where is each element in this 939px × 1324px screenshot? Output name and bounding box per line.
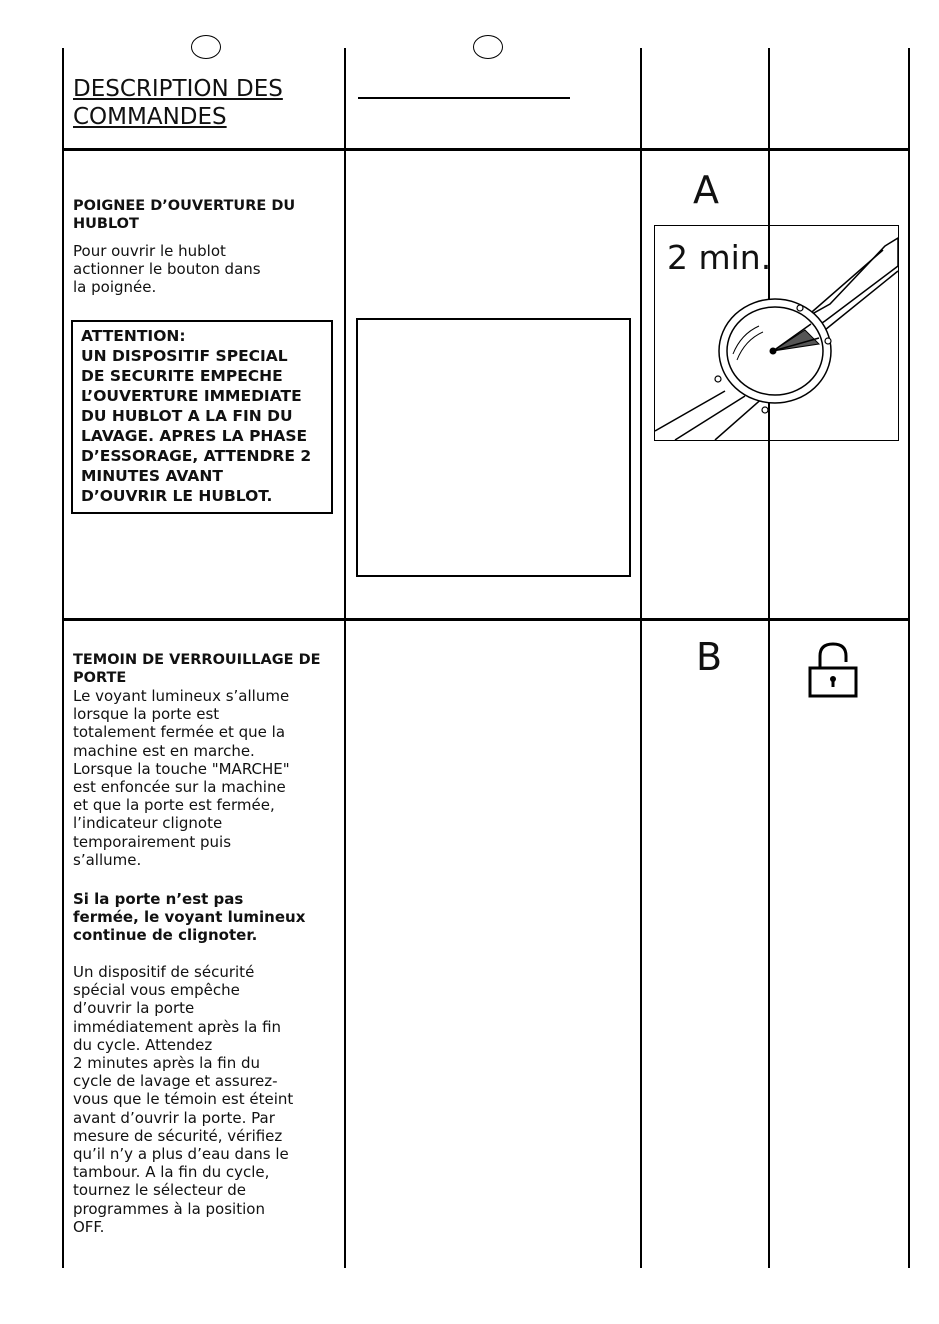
translation-title-rule [358,97,570,99]
padlock-icon [806,640,862,702]
watch-label: 2 min. [667,238,772,277]
row-divider-2 [62,618,910,621]
section-b-title-line1: TEMOIN DE VERROUILLAGE DE [73,652,321,668]
section-a-title [73,197,295,233]
section-a-title-line2: HUBLOT [73,216,139,232]
column-divider-1 [62,48,64,1268]
column-divider-3 [640,48,642,1268]
section-b-letter: B [696,635,723,679]
section-b-title [73,651,321,687]
page-title [73,75,283,131]
section-b-paragraph-2: Si la porte n’est pas fermée, le voyant lumineux continue de clignoter. [73,890,306,945]
column-divider-5 [908,48,910,1268]
section-a-body: Pour ouvrir le hublot actionner le bouton dans la poignée. [73,242,261,297]
section-b-title-line2: PORTE [73,670,127,686]
row-divider-1 [62,148,910,151]
attention-box: ATTENTION: UN DISPOSITIF SPECIAL DE SECURITE EMPECHE L’OUVERTURE IMMEDIATE DU HUBLOT A LA FIN DU LAVAGE. APRES LA PHASE D’ESSORAGE, ATTENDRE 2 MINUTES AVANT D’OUVRIR LE HUBLOT. [71,320,333,514]
watch-icon [655,226,898,440]
section-a-letter: A [693,168,719,212]
page-title-line1: DESCRIPTION DES [73,76,283,102]
translation-box [356,318,631,577]
language-circle-2 [473,35,503,59]
language-circle-1 [191,35,221,59]
watch-illustration [654,225,899,441]
section-b-paragraph-1: Le voyant lumineux s’allume lorsque la porte est totalement fermée et que la machine est en marche. Lorsque la touche "MARCHE" est enfoncée sur la machine et que la porte est fermée, l’indicateur clignote temporairement puis s’allume. [73,687,290,869]
section-b-paragraph-3: Un dispositif de sécurité spécial vous empêche d’ouvrir la porte immédiatement après la fin du cycle. Attendez 2 minutes après la fin du cycle de lavage et assurez- vous que le témoin est éteint avant d’ouvrir la porte. Par mesure de sécurité, vérifiez qu’il n’y a plus d’eau dans le tambour. A la fin du cycle, tournez le sélecteur de programmes à la position OFF. [73,963,294,1236]
page-title-line2: COMMANDES [73,104,227,130]
column-divider-2 [344,48,346,1268]
section-a-title-line1: POIGNEE D’OUVERTURE DU [73,198,296,214]
